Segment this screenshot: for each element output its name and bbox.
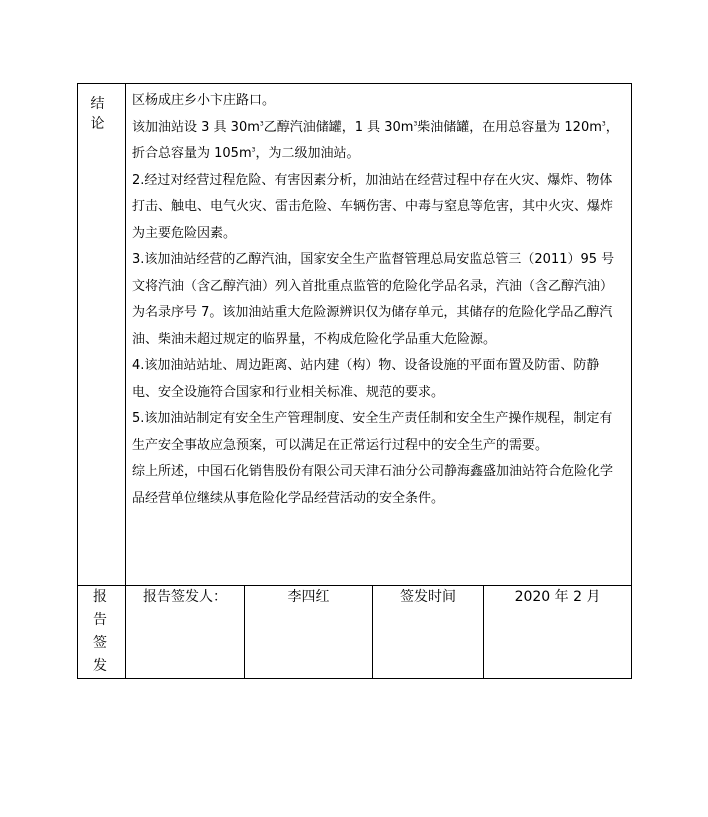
paragraph-text: 3.该加油站经营的乙醇汽油，国家安全生产监督管理总局安监总管三（2011）95 号文将汽油（含乙醇汽油）列入首批重点监管的危险化学品名录，汽油（含乙醇汽油）为名录序号 7。该加油站重大危险源辨识仅为储存单元，其储存的危险化学品乙醇汽油、柴油未超过规定的临界量，不构成危险化学品重大危险源。	[132, 252, 615, 347]
superscript: 3	[413, 120, 418, 128]
paragraph-text: 乙醇汽油储罐，1 具 30m	[263, 119, 414, 135]
conclusion-paragraph	[132, 406, 625, 459]
superscript: 3	[259, 120, 264, 128]
date-label: 签发时间	[373, 586, 484, 679]
signer-label: 报告签发人：	[126, 586, 245, 679]
superscript: 3	[251, 146, 256, 154]
paragraph-text: ，为二级加油站。	[255, 146, 360, 161]
conclusion-paragraph	[132, 88, 625, 115]
report-table	[77, 83, 632, 679]
date-value: 2020 年 2 月	[484, 586, 632, 679]
superscript: 3	[601, 120, 606, 128]
paragraph-text: 5.该加油站制定有安全生产管理制度、安全生产责任制和安全生产操作规程，制定有生产安全事故应急预案，可以满足在正常运行过程中的安全生产的需要。	[132, 411, 613, 453]
conclusion-paragraph	[132, 353, 625, 406]
signoff-label-line1: 报 告	[93, 589, 116, 628]
paragraph-text: 该加油站设 3 具 30m	[132, 119, 260, 135]
conclusion-paragraph	[132, 247, 625, 353]
conclusion-paragraph	[132, 459, 625, 512]
conclusion-row	[78, 84, 632, 586]
paragraph-text: 综上所述，中国石化销售股份有限公司天津石油分公司静海鑫盛加油站符合危险化学品经营单位继续从事危险化学品经营活动的安全条件。	[132, 464, 614, 506]
signoff-row	[78, 586, 632, 679]
conclusion-paragraph	[132, 115, 625, 168]
signoff-label	[78, 586, 126, 679]
paragraph-text: 2.经过对经营过程危险、有害因素分析，加油站在经营过程中存在火灾、爆炸、物体打击、触电、电气火灾、雷击危险、车辆伤害、中毒与窒息等危害，其中火灾、爆炸为主要危险因素。	[132, 172, 614, 241]
signer-name: 李四红	[245, 586, 373, 679]
conclusion-paragraph	[132, 168, 625, 248]
signoff-label-line2: 签 发	[93, 635, 116, 674]
paragraph-text: 4.该加油站站址、周边距离、站内建（构）物、设备设施的平面布置及防雷、防静电、安全设施符合国家和行业相关标准、规范的要求。	[132, 358, 600, 400]
conclusion-label: 结 论	[78, 84, 126, 586]
paragraph-text: ，折合总容量为 105m	[132, 119, 619, 161]
conclusion-paragraphs	[132, 88, 625, 512]
paragraph-text: 区杨成庄乡小卞庄路口。	[132, 93, 276, 108]
paragraph-text: 柴油储罐，在用总容量为 120m	[417, 119, 602, 135]
conclusion-body	[126, 84, 632, 586]
